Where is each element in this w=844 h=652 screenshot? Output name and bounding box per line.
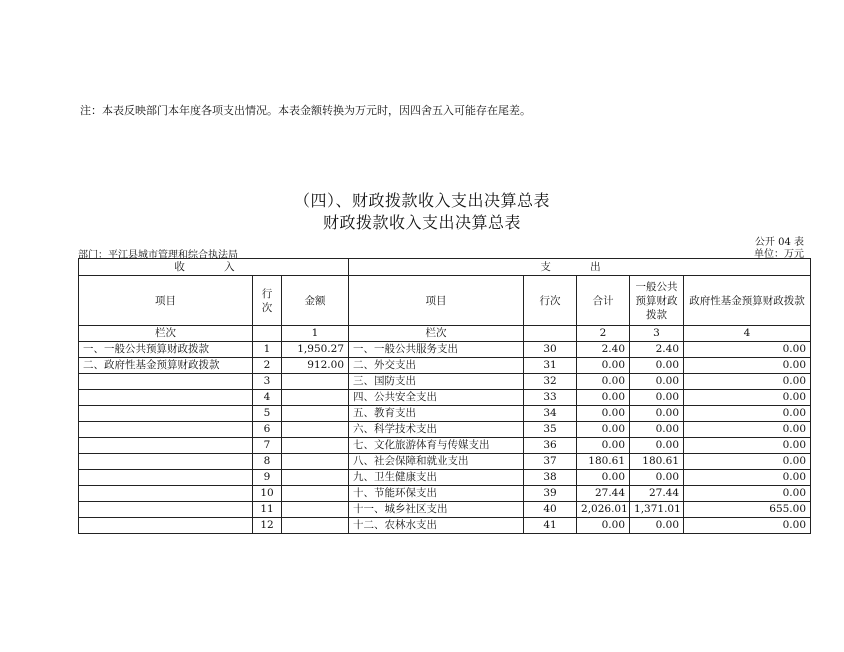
col-index-total: 2 [577,326,630,342]
income-item-cell [79,406,253,422]
expense-item-cell: 四、公共安全支出 [349,390,524,406]
col-index-fund: 4 [684,326,811,342]
income-item-cell: 一、一般公共预算财政拨款 [79,342,253,358]
table-row [79,374,811,390]
gov-fund-cell: 0.00 [684,342,811,358]
income-row-no-cell: 4 [253,390,282,406]
col-index-empty [253,326,282,342]
income-row-no-cell: 7 [253,438,282,454]
income-amount-cell: 1,950.27 [282,342,349,358]
expense-item-cell: 三、国防支出 [349,374,524,390]
income-item-cell [79,438,253,454]
expense-item-cell: 六、科学技术支出 [349,422,524,438]
col-index-amount: 1 [282,326,349,342]
income-row-no-cell: 2 [253,358,282,374]
income-item-cell [79,486,253,502]
expense-row-no-cell: 39 [524,486,577,502]
income-item-cell [79,390,253,406]
total-cell: 2.40 [577,342,630,358]
expense-item-cell: 二、外交支出 [349,358,524,374]
table-row [79,502,811,518]
income-row-no-cell: 11 [253,502,282,518]
table-title: 财政拨款收入支出决算总表 [322,213,521,232]
col-header-gov-fund: 政府性基金预算财政拨款 [684,276,811,326]
column-index-row [79,326,811,342]
col-index-general: 3 [630,326,684,342]
income-amount-cell: 912.00 [282,358,349,374]
col-index-expense-label: 栏次 [349,326,524,342]
income-amount-cell [282,470,349,486]
expense-item-cell: 五、教育支出 [349,406,524,422]
income-item-cell [79,502,253,518]
table-row [79,342,811,358]
expense-item-cell: 八、社会保障和就业支出 [349,454,524,470]
budget-table [78,258,811,534]
total-cell: 2,026.01 [577,502,630,518]
general-budget-cell: 0.00 [630,406,684,422]
unit-label: 单位：万元 [754,249,804,260]
expense-row-no-cell: 37 [524,454,577,470]
income-amount-cell [282,406,349,422]
gov-fund-cell: 0.00 [684,518,811,534]
general-budget-cell: 27.44 [630,486,684,502]
expense-group-header [349,259,811,276]
general-budget-cell: 0.00 [630,374,684,390]
expense-row-no-cell: 40 [524,502,577,518]
table-row [79,358,811,374]
income-item-cell: 二、政府性基金预算财政拨款 [79,358,253,374]
general-budget-cell: 0.00 [630,422,684,438]
gov-fund-cell: 0.00 [684,390,811,406]
table-row [79,518,811,534]
col-index-empty [524,326,577,342]
expense-row-no-cell: 32 [524,374,577,390]
general-budget-cell: 180.61 [630,454,684,470]
income-item-cell [79,518,253,534]
income-amount-cell [282,502,349,518]
department-label: 部门：平江县城市管理和综合执法局 [78,250,238,261]
general-budget-cell: 2.40 [630,342,684,358]
total-cell: 0.00 [577,518,630,534]
total-cell: 0.00 [577,470,630,486]
income-row-no-cell: 6 [253,422,282,438]
form-number: 公开 04 表 [754,237,804,248]
table-note: 注：本表反映部门本年度各项支出情况。本表金额转换为万元时，因四舍五入可能存在尾差。 [80,104,531,117]
gov-fund-cell: 0.00 [684,438,811,454]
expense-item-cell: 十、节能环保支出 [349,486,524,502]
total-cell: 180.61 [577,454,630,470]
income-row-no-cell: 5 [253,406,282,422]
col-index-income-label: 栏次 [79,326,253,342]
table-row [79,422,811,438]
total-cell: 0.00 [577,422,630,438]
expense-row-no-cell: 34 [524,406,577,422]
expense-item-cell: 十一、城乡社区支出 [349,502,524,518]
header-columns-row [79,276,811,326]
gov-fund-cell: 0.00 [684,486,811,502]
income-item-cell [79,374,253,390]
general-budget-cell: 0.00 [630,358,684,374]
gov-fund-cell: 0.00 [684,358,811,374]
income-item-cell [79,422,253,438]
income-amount-cell [282,438,349,454]
expense-row-no-cell: 38 [524,470,577,486]
general-budget-cell: 0.00 [630,390,684,406]
total-cell: 0.00 [577,358,630,374]
general-budget-cell: 0.00 [630,518,684,534]
income-item-cell [79,454,253,470]
col-header-expense-item: 项目 [349,276,524,326]
header-group-row [79,259,811,276]
table-row [79,406,811,422]
income-amount-cell [282,422,349,438]
income-group-label: 收 入 [174,260,253,273]
income-amount-cell [282,486,349,502]
table-row [79,470,811,486]
gov-fund-cell: 0.00 [684,470,811,486]
col-header-general-budget: 一般公共预算财政拨款 [630,276,684,326]
income-row-no-cell: 3 [253,374,282,390]
expense-item-cell: 九、卫生健康支出 [349,470,524,486]
gov-fund-cell: 655.00 [684,502,811,518]
general-budget-cell: 0.00 [630,470,684,486]
gov-fund-cell: 0.00 [684,454,811,470]
gov-fund-cell: 0.00 [684,422,811,438]
expense-item-cell: 一、一般公共服务支出 [349,342,524,358]
table-row [79,486,811,502]
income-row-no-cell: 1 [253,342,282,358]
expense-group-label: 支 出 [540,260,619,273]
expense-row-no-cell: 33 [524,390,577,406]
expense-row-no-cell: 36 [524,438,577,454]
expense-row-no-cell: 41 [524,518,577,534]
expense-row-no-cell: 31 [524,358,577,374]
income-row-no-cell: 9 [253,470,282,486]
general-budget-cell: 1,371.01 [630,502,684,518]
col-header-income-item: 项目 [79,276,253,326]
total-cell: 0.00 [577,390,630,406]
expense-item-cell: 十二、农林水支出 [349,518,524,534]
expense-row-no-cell: 30 [524,342,577,358]
income-row-no-cell: 8 [253,454,282,470]
table-row [79,454,811,470]
income-amount-cell [282,518,349,534]
total-cell: 0.00 [577,374,630,390]
income-row-no-cell: 12 [253,518,282,534]
table-row [79,438,811,454]
gov-fund-cell: 0.00 [684,374,811,390]
income-amount-cell [282,374,349,390]
income-item-cell [79,470,253,486]
col-header-amount: 金额 [282,276,349,326]
col-header-total: 合计 [577,276,630,326]
table-row [79,390,811,406]
income-amount-cell [282,454,349,470]
total-cell: 0.00 [577,438,630,454]
income-row-no-cell: 10 [253,486,282,502]
total-cell: 0.00 [577,406,630,422]
page-title: （四）、财政拨款收入支出决算总表 [293,191,550,210]
total-cell: 27.44 [577,486,630,502]
col-header-income-row-no: 行次 [253,276,282,326]
income-amount-cell [282,390,349,406]
income-group-header [79,259,349,276]
gov-fund-cell: 0.00 [684,406,811,422]
col-header-expense-row-no: 行次 [524,276,577,326]
expense-row-no-cell: 35 [524,422,577,438]
general-budget-cell: 0.00 [630,438,684,454]
expense-item-cell: 七、文化旅游体育与传媒支出 [349,438,524,454]
